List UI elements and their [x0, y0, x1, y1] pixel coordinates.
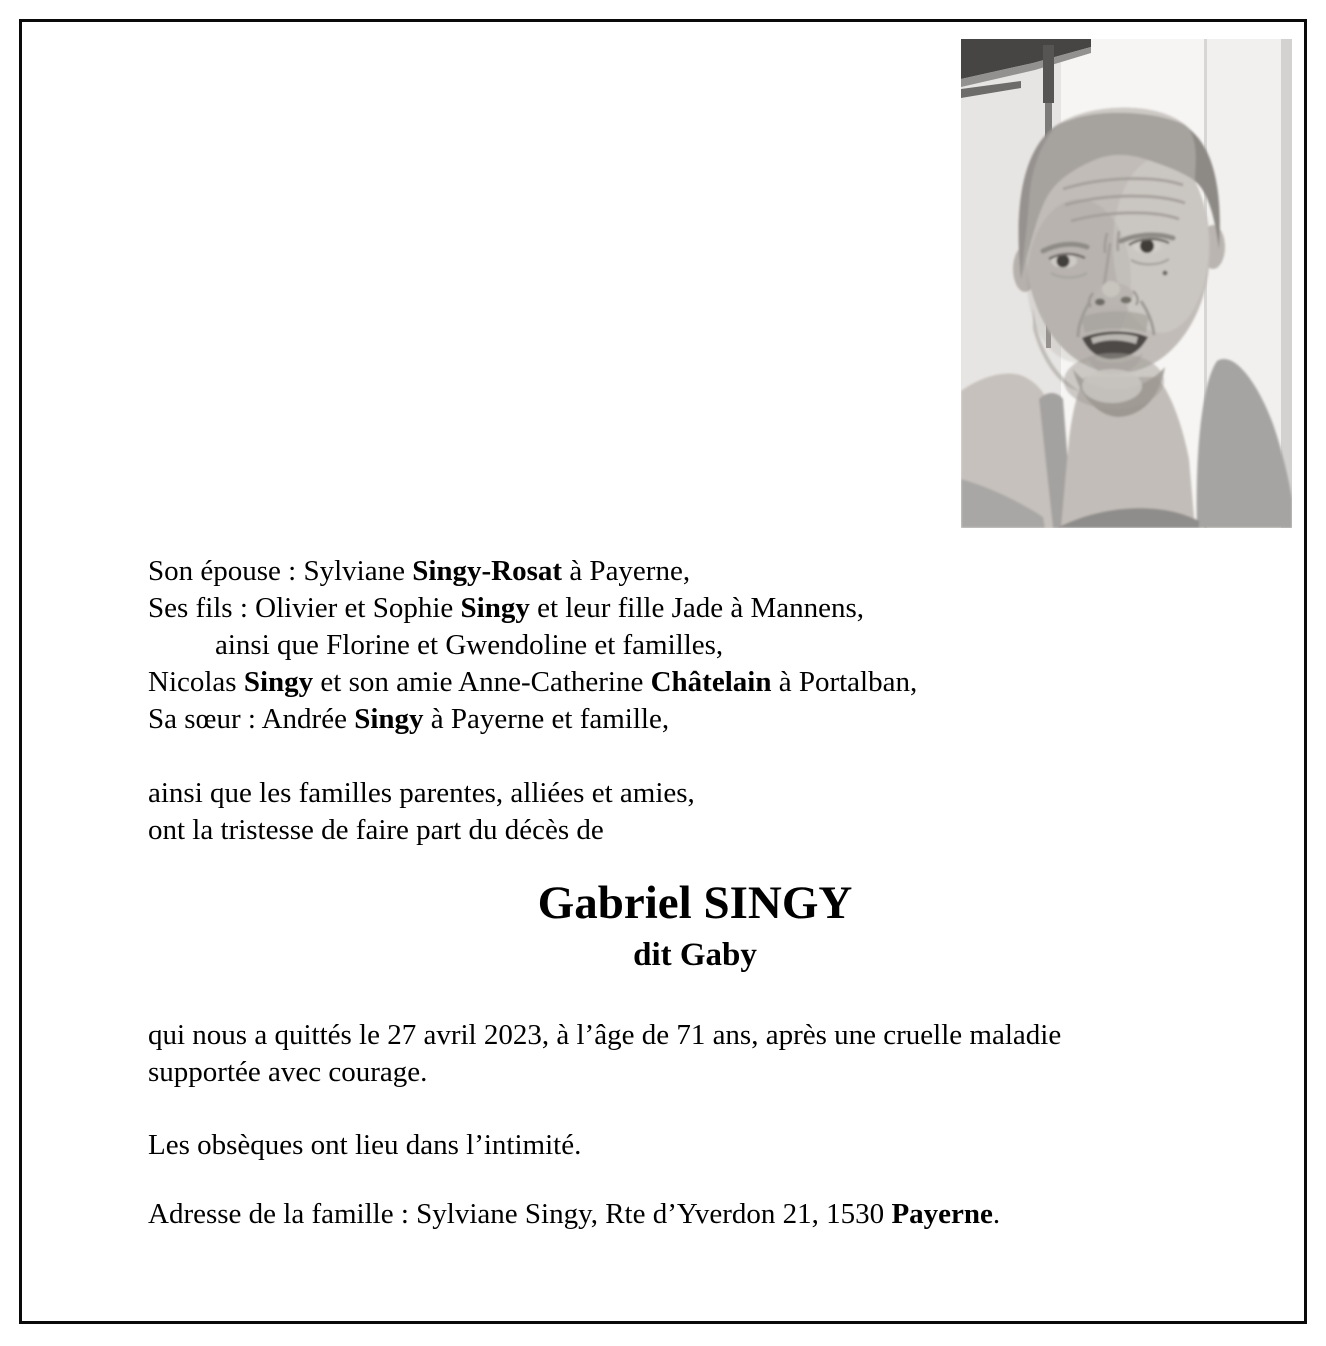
death-line: supportée avec courage. [148, 1056, 428, 1088]
white-goatee [1082, 369, 1142, 403]
family-line [148, 627, 1242, 664]
bold-text: Singy [243, 666, 314, 698]
text: ainsi que Florine et Gwendoline et familles, [215, 629, 724, 661]
sympathy-lines [148, 775, 1242, 849]
deceased-nickname: dit Gaby [633, 937, 757, 973]
text: à Payerne et famille, [423, 703, 670, 735]
text: Sa sœur : Andrée [148, 703, 355, 735]
bold-text: Singy [460, 592, 530, 624]
death-paragraph [148, 1017, 1242, 1091]
text: et son amie Anne-Catherine [313, 666, 651, 698]
text: à Payerne, [562, 555, 691, 587]
text: Ses fils : Olivier et Sophie [148, 592, 461, 624]
text: . [992, 1198, 1001, 1230]
death-line: qui nous a quittés le 27 avril 2023, à l’âge de 71 ans, après une cruelle maladie [148, 1019, 1062, 1051]
address-line [148, 1196, 1242, 1233]
door-frame [1043, 45, 1054, 103]
deceased-name: Gabriel SINGY [537, 877, 853, 929]
family-line [148, 664, 1242, 701]
portrait-photo [961, 39, 1292, 528]
cheek-mole [1163, 271, 1168, 276]
funeral-line: Les obsèques ont lieu dans l’intimité. [148, 1129, 582, 1161]
bold-text: Châtelain [650, 666, 772, 698]
bold-text: Singy-Rosat [412, 555, 563, 587]
family-line [148, 553, 1242, 590]
portrait-illustration [961, 39, 1292, 528]
sympathy-line: ainsi que les familles parentes, alliées et amies, [148, 777, 695, 809]
text: à Portalban, [771, 666, 918, 698]
sympathy-line: ont la tristesse de faire part du décès de [148, 814, 604, 846]
family-line [148, 701, 1242, 738]
family-lines [148, 553, 1242, 738]
text: et leur fille Jade à Mannens, [529, 592, 865, 624]
bold-text: Singy [354, 703, 424, 735]
family-line [148, 590, 1242, 627]
text: Son épouse : Sylviane [148, 555, 413, 587]
bold-text: Payerne [891, 1198, 993, 1230]
text: Nicolas [148, 666, 244, 698]
text: Adresse de la famille : Sylviane Singy, Rte d’Yverdon 21, 1530 [148, 1198, 892, 1230]
